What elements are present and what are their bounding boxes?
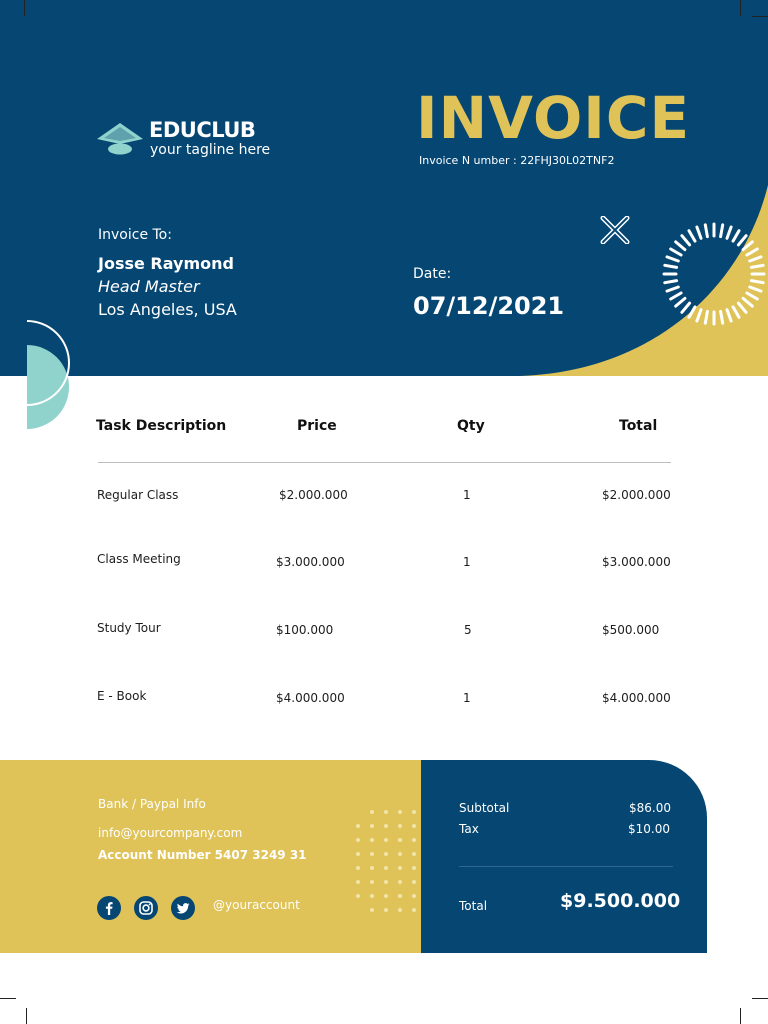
half-circle-decoration-icon (0, 318, 76, 434)
crop-mark (0, 998, 16, 999)
summary-panel (421, 760, 707, 953)
table-cell-price: $3.000.000 (276, 555, 345, 569)
payment-email[interactable]: info@yourcompany.com (98, 826, 243, 840)
table-cell-qty: 1 (463, 555, 471, 569)
subtotal-value: $86.00 (629, 801, 671, 815)
date-value: 07/12/2021 (413, 292, 565, 320)
twitter-icon[interactable] (171, 896, 195, 920)
client-location: Los Angeles, USA (98, 300, 237, 319)
subtotal-label: Subtotal (459, 801, 510, 815)
column-header-total: Total (619, 418, 658, 434)
invoice-title: INVOICE (416, 84, 691, 152)
tax-label: Tax (459, 822, 479, 836)
table-cell-description: Regular Class (97, 488, 179, 502)
client-name: Josse Raymond (98, 254, 234, 273)
payment-label: Bank / Paypal Info (98, 797, 206, 811)
table-cell-description: Class Meeting (97, 552, 181, 566)
graduation-cap-icon (96, 122, 144, 156)
invoice-to-label: Invoice To: (98, 227, 172, 243)
sunburst-decoration-icon (656, 212, 768, 336)
column-header-description: Task Description (96, 418, 227, 434)
crop-mark (740, 0, 741, 16)
summary-divider (459, 866, 673, 867)
crop-mark (752, 998, 768, 999)
date-label: Date: (413, 266, 452, 282)
invoice-header (0, 0, 768, 376)
facebook-icon[interactable] (97, 896, 121, 920)
header-background (0, 0, 768, 376)
brand-logo (96, 118, 296, 162)
brand-name: EDUCLUB (149, 118, 256, 142)
table-cell-description: Study Tour (97, 621, 161, 635)
table-cell-description: E - Book (97, 689, 147, 703)
table-cell-qty: 5 (464, 623, 472, 637)
table-cell-price: $100.000 (276, 623, 334, 637)
table-cell-total: $3.000.000 (602, 555, 671, 569)
table-cell-qty: 1 (463, 691, 471, 705)
client-role: Head Master (98, 277, 200, 296)
table-cell-total: $4.000.000 (602, 691, 671, 705)
dot-grid-decoration-icon (352, 806, 422, 920)
crop-mark (752, 16, 768, 17)
table-cell-price: $2.000.000 (279, 488, 348, 502)
table-cell-total: $2.000.000 (602, 488, 671, 502)
brand-tagline: your tagline here (150, 142, 271, 158)
column-header-price: Price (297, 418, 337, 434)
table-header-divider (98, 462, 671, 463)
grand-total-value: $9.500.000 (560, 890, 681, 912)
table-cell-price: $4.000.000 (276, 691, 345, 705)
column-header-qty: Qty (457, 418, 485, 434)
total-label: Total (459, 899, 488, 913)
table-cell-total: $500.000 (602, 623, 660, 637)
instagram-icon[interactable] (134, 896, 158, 920)
crop-mark (26, 1008, 27, 1024)
tax-value: $10.00 (628, 822, 670, 836)
account-number: Account Number 5407 3249 31 (98, 848, 307, 862)
cross-decoration-icon (600, 216, 630, 244)
crop-mark (740, 1008, 741, 1024)
table-cell-qty: 1 (463, 488, 471, 502)
social-handle[interactable]: @youraccount (213, 898, 300, 912)
crop-mark (24, 0, 25, 16)
invoice-number: Invoice N umber : 22FHJ30L02TNF2 (419, 154, 615, 167)
